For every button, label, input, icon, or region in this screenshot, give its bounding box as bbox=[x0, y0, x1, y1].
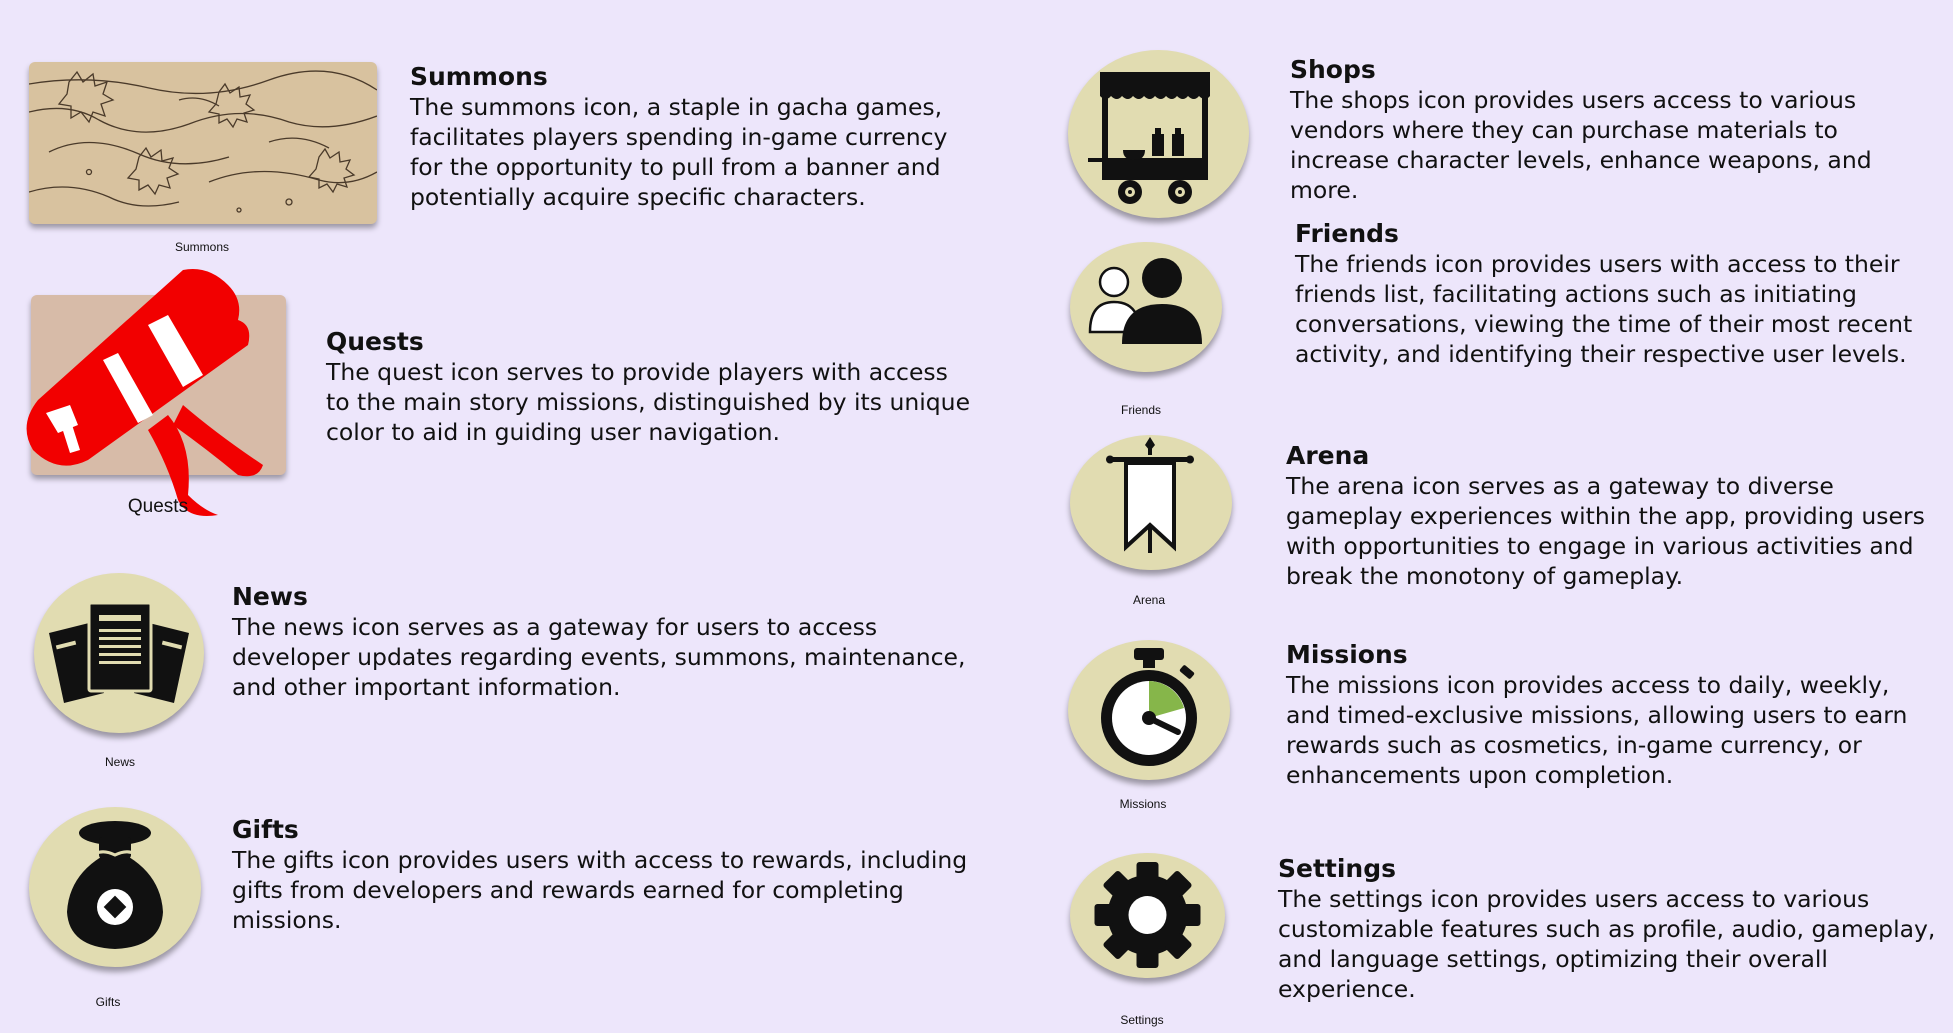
quests-caption: Quests bbox=[127, 496, 189, 517]
money-bag-icon bbox=[29, 807, 201, 967]
summons-banner-icon bbox=[29, 62, 377, 224]
gifts-description: The gifts icon provides users with access to rewards, including gifts from developers and rewards earned for completing missions. bbox=[232, 846, 968, 934]
quests-title: Quests bbox=[326, 327, 424, 356]
missions-description: The missions icon provides access to daily, weekly, and timed-exclusive missions, allowing users to earn rewards such as cosmetics, in-game currency, or enhancements upon completion. bbox=[1286, 671, 1908, 789]
summons-title: Summons bbox=[410, 62, 548, 91]
quests-description: The quest icon serves to provide players with access to the main story missions, distinguished by its unique color to aid in guiding user navigation. bbox=[326, 358, 971, 446]
settings-description: The settings icon provides users access to various customizable features such as profile, audio, gameplay, and language settings, optimizing their overall experience. bbox=[1278, 885, 1936, 1003]
gifts-title: Gifts bbox=[232, 815, 299, 844]
newspaper-icon bbox=[34, 573, 204, 733]
scroll-icon bbox=[18, 265, 298, 525]
news-title: News bbox=[232, 582, 308, 611]
arena-caption: Arena bbox=[1132, 593, 1166, 607]
friends-title: Friends bbox=[1295, 219, 1399, 248]
missions-button[interactable] bbox=[1068, 640, 1230, 780]
settings-button[interactable] bbox=[1070, 853, 1225, 978]
summons-card[interactable] bbox=[29, 62, 377, 224]
friends-icon bbox=[1070, 242, 1222, 372]
settings-title: Settings bbox=[1278, 854, 1397, 883]
shops-button[interactable] bbox=[1068, 50, 1249, 218]
news-caption: News bbox=[104, 755, 135, 769]
summons-caption: Summons bbox=[174, 240, 230, 254]
missions-title: Missions bbox=[1286, 640, 1408, 669]
news-description: The news icon serves as a gateway for users to access developer updates regarding events, summons, maintenance, and other important information. bbox=[232, 613, 966, 701]
gifts-button[interactable] bbox=[29, 807, 201, 967]
news-button[interactable] bbox=[34, 573, 204, 733]
gear-icon bbox=[1070, 853, 1225, 978]
stopwatch-icon bbox=[1068, 640, 1230, 780]
missions-caption: Missions bbox=[1119, 797, 1167, 811]
summons-description: The summons icon, a staple in gacha games, facilitates players spending in-game currency for the opportunity to pull from a banner and potentially acquire specific characters. bbox=[410, 93, 948, 211]
arena-title: Arena bbox=[1286, 441, 1370, 470]
shops-title: Shops bbox=[1290, 55, 1376, 84]
shop-cart-icon bbox=[1068, 50, 1249, 218]
friends-description: The friends icon provides users with access to their friends list, facilitating actions such as initiating conversations, viewing the time of their most recent activity, and identifying their respective user levels. bbox=[1295, 250, 1913, 368]
shops-description: The shops icon provides users access to various vendors where they can purchase materials to increase character levels, enhance weapons, and more. bbox=[1290, 86, 1872, 204]
gifts-caption: Gifts bbox=[95, 995, 121, 1009]
arena-button[interactable] bbox=[1070, 435, 1232, 570]
settings-caption: Settings bbox=[1120, 1013, 1164, 1027]
arena-description: The arena icon serves as a gateway to diverse gameplay experiences within the app, providing users with opportunities to engage in various activities and break the monotony of gameplay. bbox=[1286, 472, 1925, 590]
friends-button[interactable] bbox=[1070, 242, 1222, 372]
banner-flag-icon bbox=[1070, 435, 1232, 570]
friends-caption: Friends bbox=[1120, 403, 1161, 417]
